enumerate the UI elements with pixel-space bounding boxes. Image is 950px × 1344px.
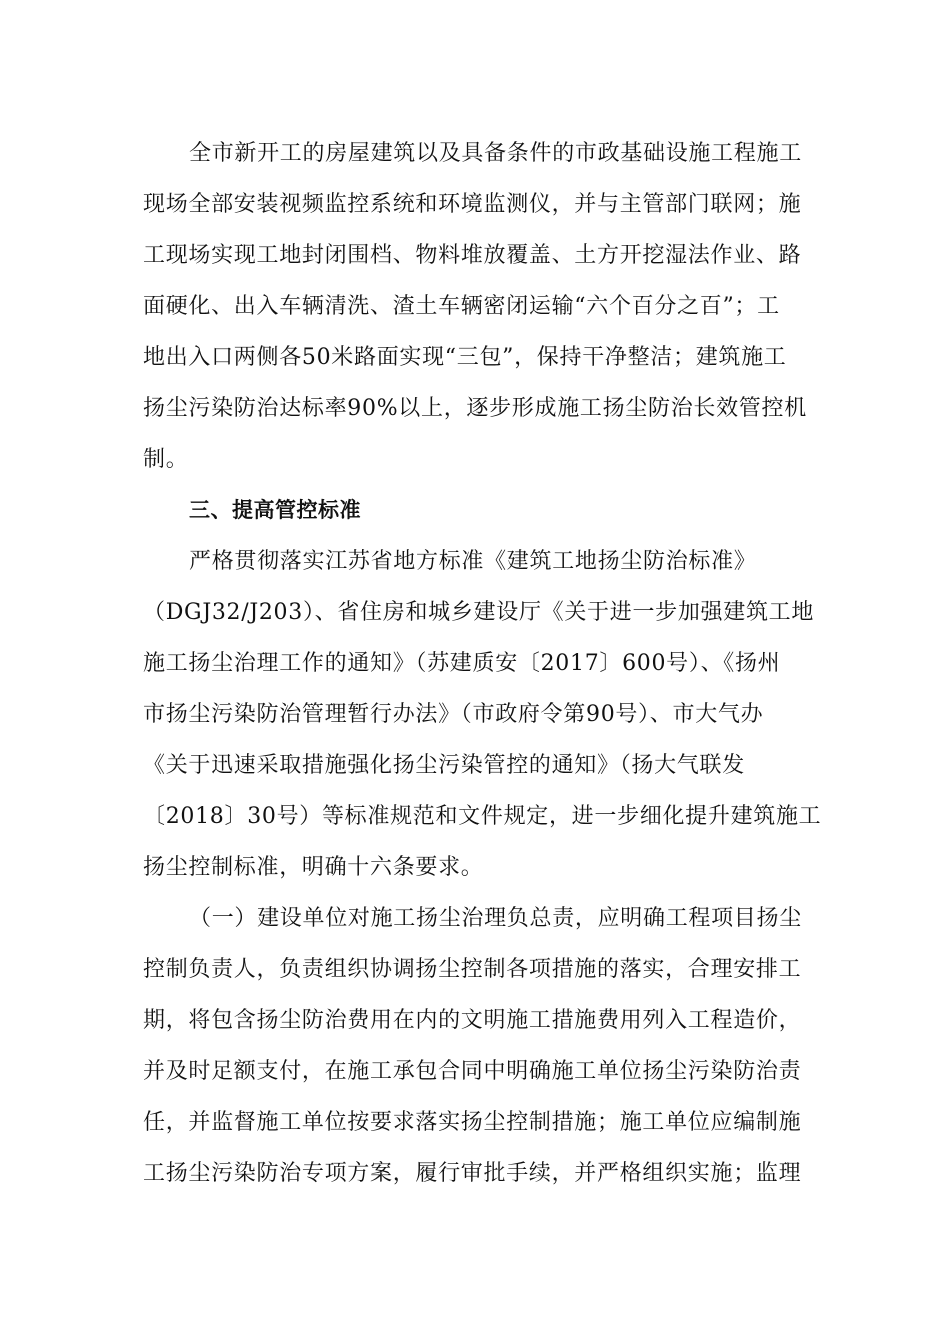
text-line: （一）建设单位对施工扬尘治理负总责，应明确工程项目扬尘 bbox=[189, 906, 802, 931]
paragraph-item-one bbox=[143, 893, 803, 1199]
text-line: 施工扬尘治理工作的通知》（苏建质安〔2017〕600号）、《扬州 bbox=[143, 651, 781, 676]
text-line: 期，将包含扬尘防治费用在内的文明施工措施费用列入工程造价， bbox=[143, 1008, 802, 1033]
text-line: 扬尘污染防治达标率90%以上，逐步形成施工扬尘防治长效管控机 bbox=[143, 396, 807, 421]
section-heading: 三、提高管控标准 bbox=[189, 498, 361, 522]
text-line: 地出入口两侧各50米路面实现“三包”，保持干净整洁；建筑施工 bbox=[143, 345, 787, 370]
text-line: 任，并监督施工单位按要求落实扬尘控制措施；施工单位应编制施 bbox=[143, 1110, 802, 1135]
paragraph-site-monitoring bbox=[143, 128, 807, 485]
text-line: 面硬化、出入车辆清洗、渣土车辆密闭运输“六个百分之百”；工 bbox=[143, 294, 780, 319]
text-line: （DGJ32/J203）、省住房和城乡建设厅《关于进一步加强建筑工地 bbox=[143, 600, 815, 625]
text-line: 严格贯彻落实江苏省地方标准《建筑工地扬尘防治标准》 bbox=[189, 549, 757, 574]
text-line: 全市新开工的房屋建筑以及具备条件的市政基础设施工程施工 bbox=[189, 141, 802, 166]
document-body bbox=[143, 128, 822, 1199]
text-line: 工扬尘污染防治专项方案，履行审批手续，并严格组织实施；监理 bbox=[143, 1161, 802, 1186]
text-line: 控制负责人，负责组织协调扬尘控制各项措施的落实，合理安排工 bbox=[143, 957, 802, 982]
text-line: 《关于迅速采取措施强化扬尘污染管控的通知》（扬大气联发 bbox=[143, 753, 745, 778]
text-line: 市扬尘污染防治管理暂行办法》（市政府令第90号）、市大气办 bbox=[143, 702, 764, 727]
text-line: 工现场实现工地封闭围档、物料堆放覆盖、土方开挖湿法作业、路 bbox=[143, 243, 802, 268]
paragraph-standards bbox=[143, 536, 822, 893]
text-line: 并及时足额支付，在施工承包合同中明确施工单位扬尘污染防治责 bbox=[143, 1059, 802, 1084]
text-line: 〔2018〕30号）等标准规范和文件规定，进一步细化提升建筑施工 bbox=[143, 804, 822, 829]
text-line: 扬尘控制标准，明确十六条要求。 bbox=[143, 855, 484, 880]
text-line: 制。 bbox=[143, 447, 189, 472]
text-line: 现场全部安装视频监控系统和环境监测仪，并与主管部门联网；施 bbox=[143, 192, 802, 217]
